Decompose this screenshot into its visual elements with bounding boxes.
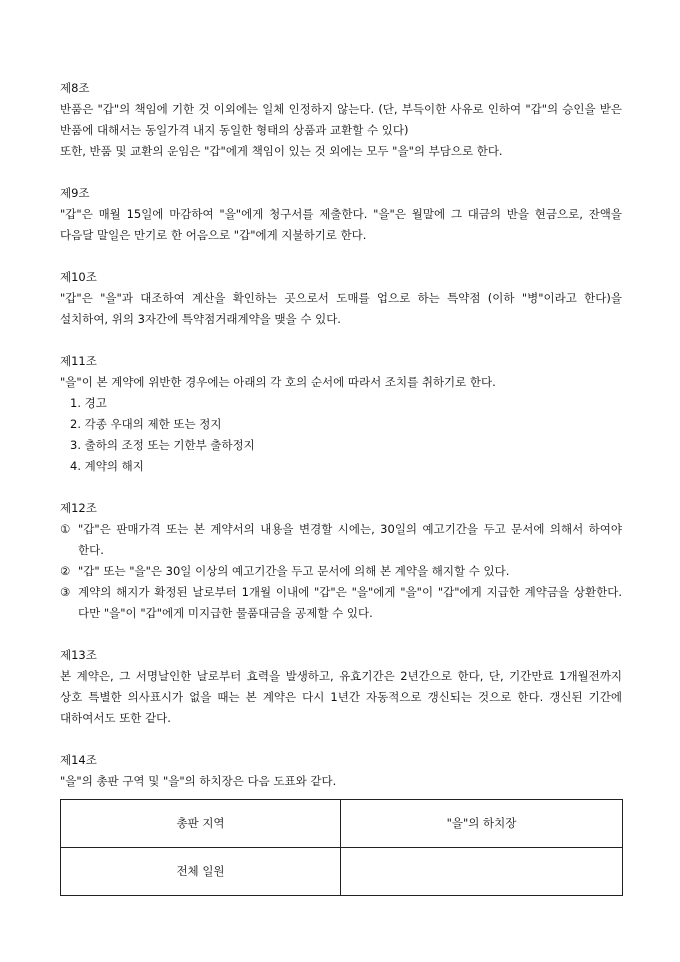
clause-text: "갑" 또는 "을"은 30일 이상의 예고기간을 두고 문서에 의해 본 계약을 해지할 수 있다. xyxy=(78,564,510,578)
article-12 xyxy=(60,498,622,624)
article-paragraph: 반품은 "갑"의 책임에 기한 것 이외에는 일체 인정하지 않는다. (단, 부득이한 사유로 인하여 "갑"의 승인을 받은 반품에 대해서는 동일가격 내지 동일한 형태의 상품과 교환할 수 있다) xyxy=(60,102,622,137)
clause-number: ③ xyxy=(60,585,71,599)
clause-number: ② xyxy=(60,564,71,578)
table-header-row xyxy=(61,800,623,848)
article-paragraph: "갑"은 매월 15일에 마감하여 "을"에게 청구서를 제출한다. "을"은 월말에 그 대금의 반을 현금으로, 잔액을 다음달 말일은 만기로 한 어음으로 "갑"에게 지불하기로 한다. xyxy=(60,207,622,242)
list-item: 4. 계약의 해지 xyxy=(70,459,144,473)
article-11 xyxy=(60,351,622,477)
numbered-clause xyxy=(60,561,622,582)
list-item: 3. 출하의 조정 또는 기한부 출하정지 xyxy=(70,438,255,452)
numbered-clause xyxy=(60,582,622,624)
clause-number: ① xyxy=(60,522,71,536)
table-cell xyxy=(341,848,623,896)
article-paragraph: 본 계약은, 그 서명날인한 날로부터 효력을 발생하고, 유효기간은 2년간으로 한다, 단, 기간만료 1개월전까지 상호 특별한 의사표시가 없을 때는 본 계약은 다시 1년간 자동적으로 갱신되는 것으로 한다. 갱신된 기간에 대하여서도 또한 같다. xyxy=(60,669,622,725)
article-title: 제11조 xyxy=(60,354,97,368)
numbered-clause xyxy=(60,519,622,561)
table-row xyxy=(61,848,623,896)
article-9 xyxy=(60,183,622,246)
table-header-cell: "을"의 하치장 xyxy=(341,800,623,848)
article-13 xyxy=(60,645,622,729)
article-paragraph: "을"이 본 계약에 위반한 경우에는 아래의 각 호의 순서에 따라서 조치를 취하기로 한다. xyxy=(60,375,496,389)
article-paragraph: 또한, 반품 및 교환의 운임은 "갑"에게 책임이 있는 것 외에는 모두 "을"의 부담으로 한다. xyxy=(60,144,503,158)
article-8 xyxy=(60,78,622,162)
article-paragraph: "을"의 총판 구역 및 "을"의 하치장은 다음 도표와 같다. xyxy=(60,774,337,788)
table-header-cell: 총판 지역 xyxy=(61,800,341,848)
article-title: 제12조 xyxy=(60,501,97,515)
article-title: 제14조 xyxy=(60,753,97,767)
contract-page xyxy=(60,78,622,917)
table-cell: 전체 일원 xyxy=(61,848,341,896)
territory-table xyxy=(60,799,623,896)
article-title: 제13조 xyxy=(60,648,97,662)
list-item: 1. 경고 xyxy=(70,396,107,410)
list-item: 2. 각종 우대의 제한 또는 정지 xyxy=(70,417,222,431)
article-14 xyxy=(60,750,622,896)
article-title: 제8조 xyxy=(60,81,90,95)
article-paragraph: "갑"은 "을"과 대조하여 계산을 확인하는 곳으로서 도매를 업으로 하는 특약점 (이하 "병"이라고 한다)을 설치하여, 위의 3자간에 특약점거래계약을 맺을 수 있다. xyxy=(60,291,622,326)
article-title: 제9조 xyxy=(60,186,90,200)
article-10 xyxy=(60,267,622,330)
clause-text: "갑"은 판매가격 또는 본 계약서의 내용을 변경할 시에는, 30일의 예고기간을 두고 문서에 의해서 하여야 한다. xyxy=(78,522,622,557)
article-title: 제10조 xyxy=(60,270,97,284)
clause-text: 계약의 해지가 확정된 날로부터 1개월 이내에 "갑"은 "을"에게 "을"이 "갑"에게 지급한 계약금을 상환한다. 다만 "을"이 "갑"에게 미지급한 물품대금을 공제할 수 있다. xyxy=(78,585,622,620)
